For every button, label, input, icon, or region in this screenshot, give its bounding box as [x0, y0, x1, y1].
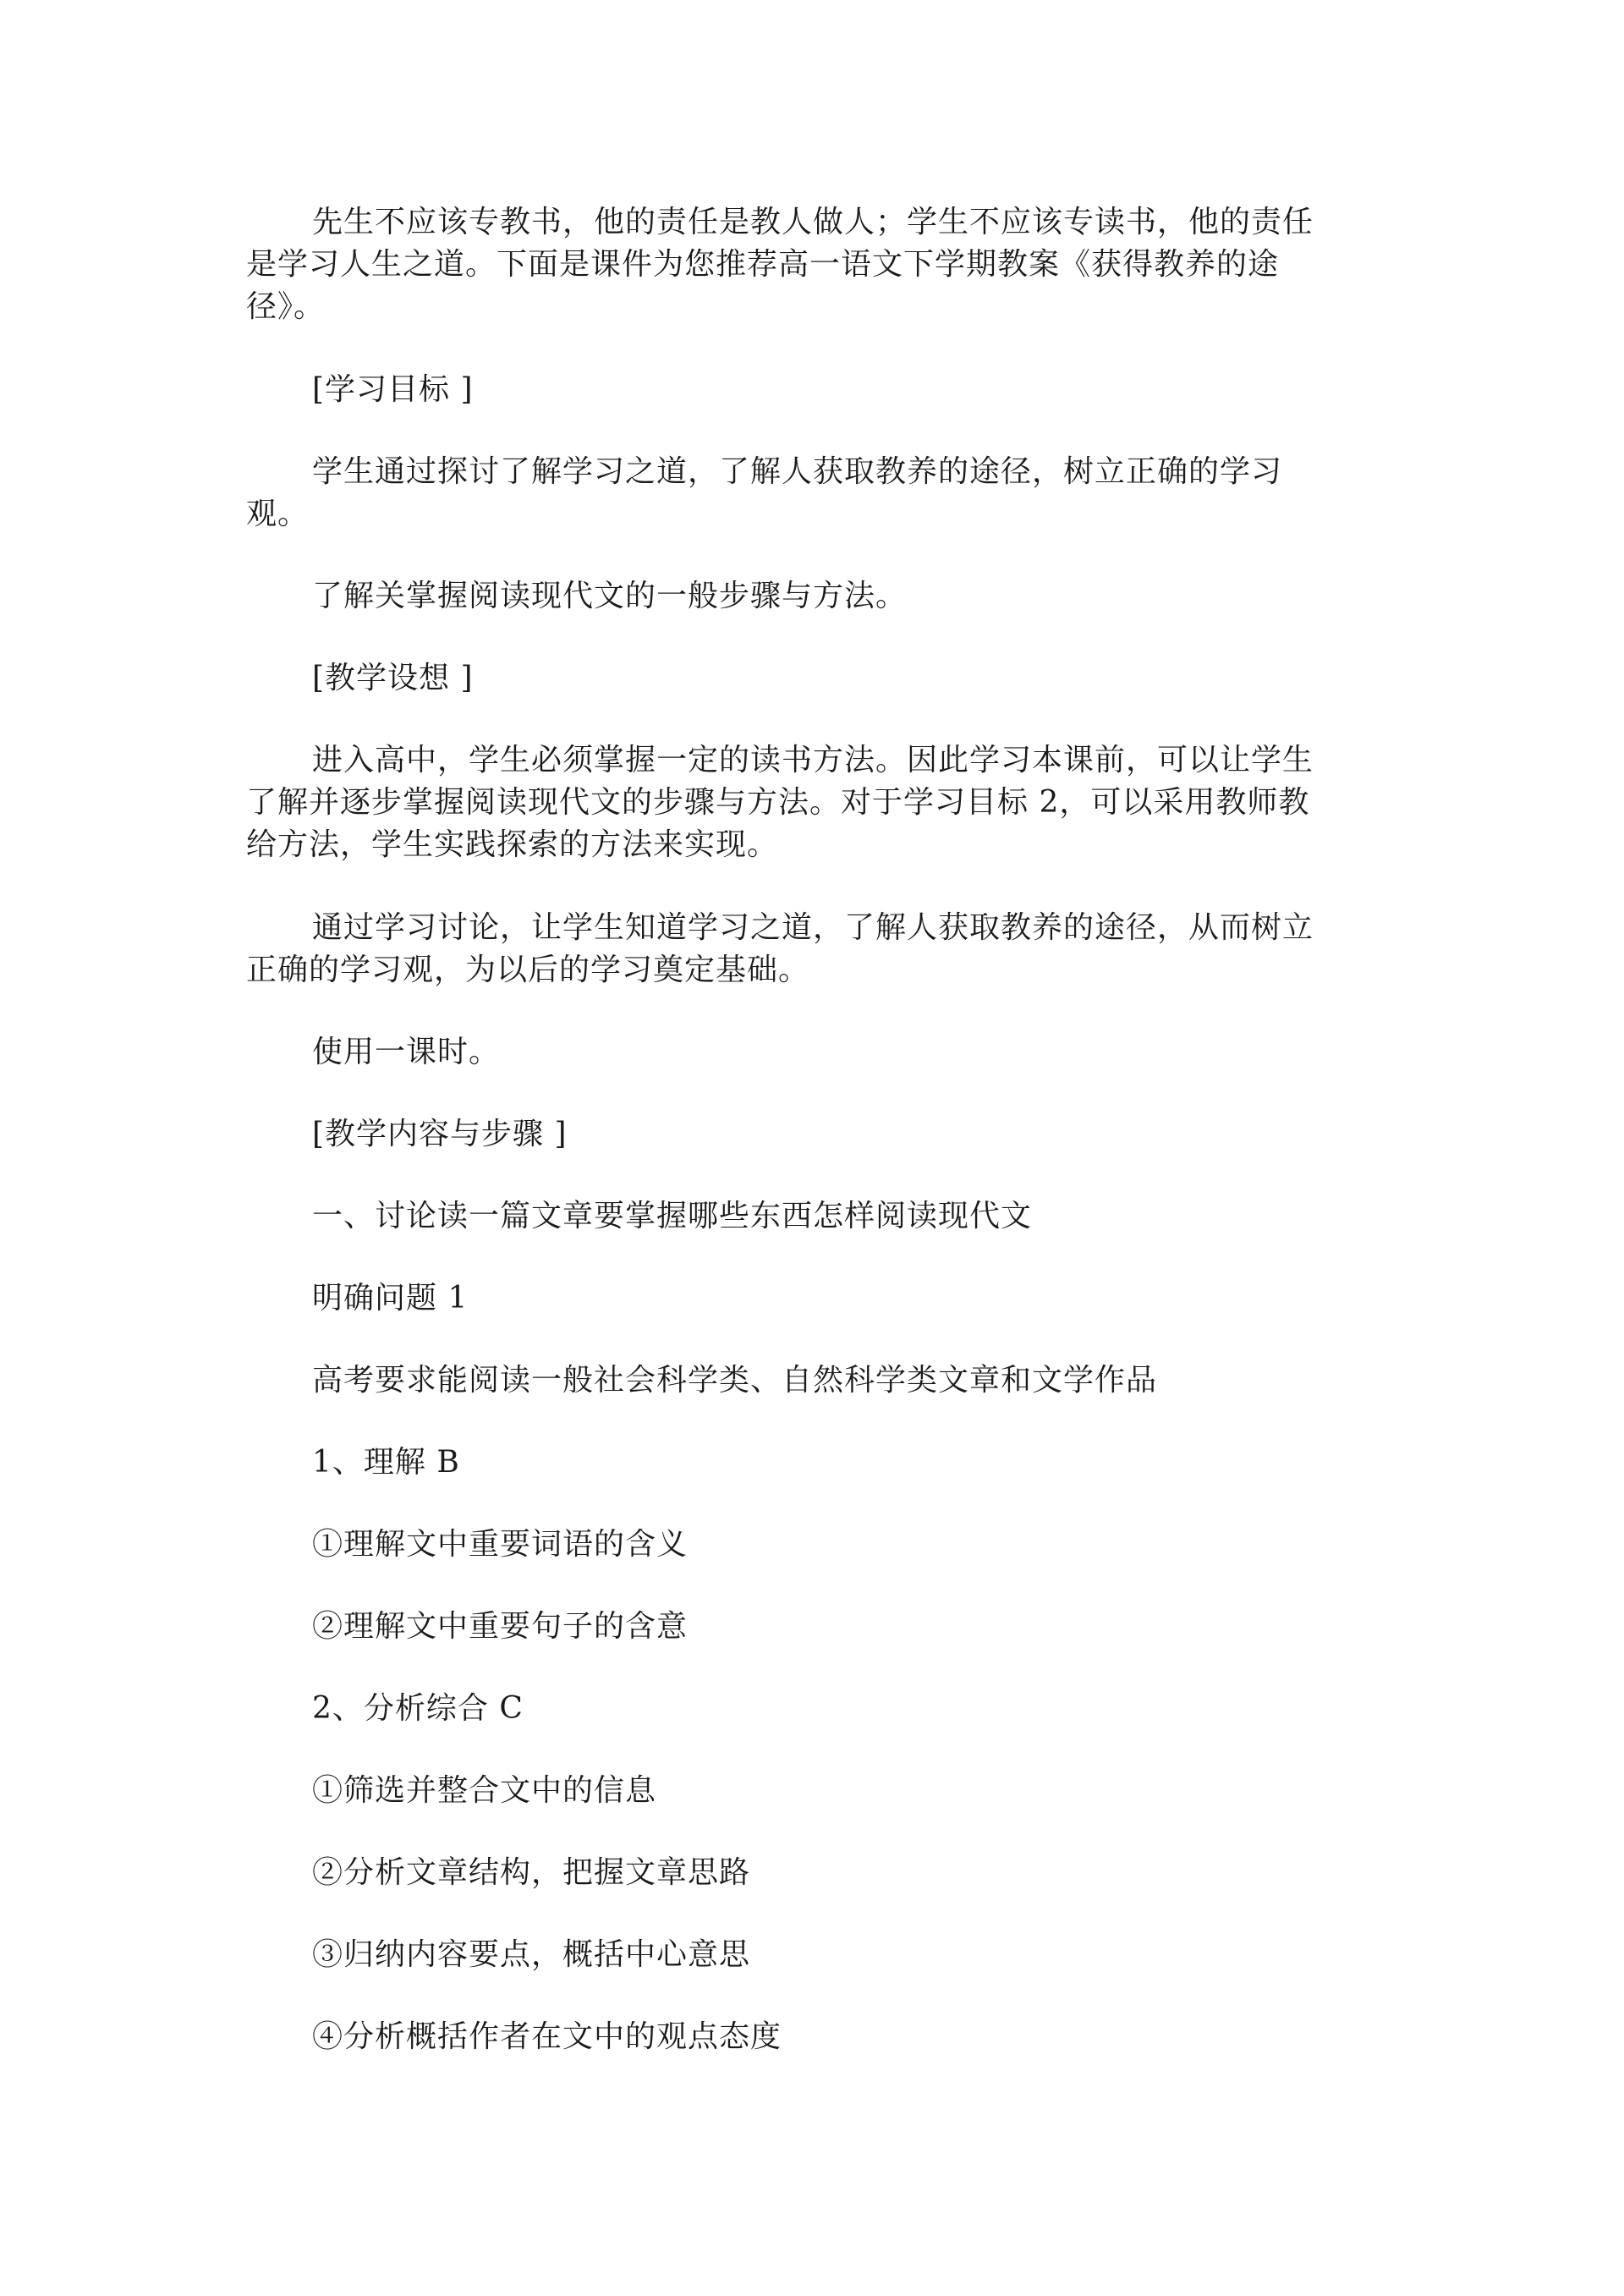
- document-body: [246, 201, 1320, 2058]
- list-item: ③归纳内容要点，概括中心意思: [312, 1937, 751, 1972]
- paragraph-duration: 使用一课时。: [312, 1035, 501, 1069]
- list-heading-understand: 1、理解 B: [312, 1445, 460, 1480]
- question-label: 明确问题 1: [312, 1281, 469, 1316]
- paragraph-goal-1: 学生通过探讨了解学习之道，了解人获取教养的途径，树立正确的学习观。: [246, 454, 1283, 531]
- list-item: ①筛选并整合文中的信息: [312, 1773, 657, 1808]
- paragraph-idea-1: 进入高中，学生必须掌握一定的读书方法。因此学习本课前，可以让学生了解并逐步掌握阅读现代文的步骤与方法。对于学习目标 2，可以采用教师教给方法，学生实践探索的方法来实现。: [246, 743, 1314, 862]
- list-item: ②分析文章结构，把握文章思路: [312, 1855, 751, 1890]
- paragraph-idea-2: 通过学习讨论，让学生知道学习之道，了解人获取教养的途径，从而树立正确的学习观，为以后的学习奠定基础。: [246, 910, 1314, 987]
- exam-requirement-text: 高考要求能阅读一般社会科学类、自然科学类文章和文学作品: [312, 1363, 1158, 1398]
- list-item: ④分析概括作者在文中的观点态度: [312, 2019, 782, 2054]
- section-heading-teaching-ideas: [教学设想 ]: [312, 661, 474, 695]
- intro-paragraph: 先生不应该专教书，他的责任是教人做人；学生不应该专读书，他的责任是学习人生之道。下面是课件为您推荐高一语文下学期教案《获得教养的途径》。: [246, 205, 1314, 324]
- list-item: ②理解文中重要句子的含意: [312, 1609, 689, 1644]
- paragraph-goal-2: 了解关掌握阅读现代文的一般步骤与方法。: [312, 579, 908, 613]
- section-heading-learning-goals: [学习目标 ]: [312, 372, 474, 407]
- list-heading-analysis: 2、分析综合 C: [312, 1691, 524, 1726]
- list-item: ①理解文中重要词语的含义: [312, 1527, 689, 1562]
- section-heading-content-steps: [教学内容与步骤 ]: [312, 1117, 568, 1151]
- step-heading-1: 一、讨论读一篇文章要掌握哪些东西怎样阅读现代文: [312, 1199, 1033, 1233]
